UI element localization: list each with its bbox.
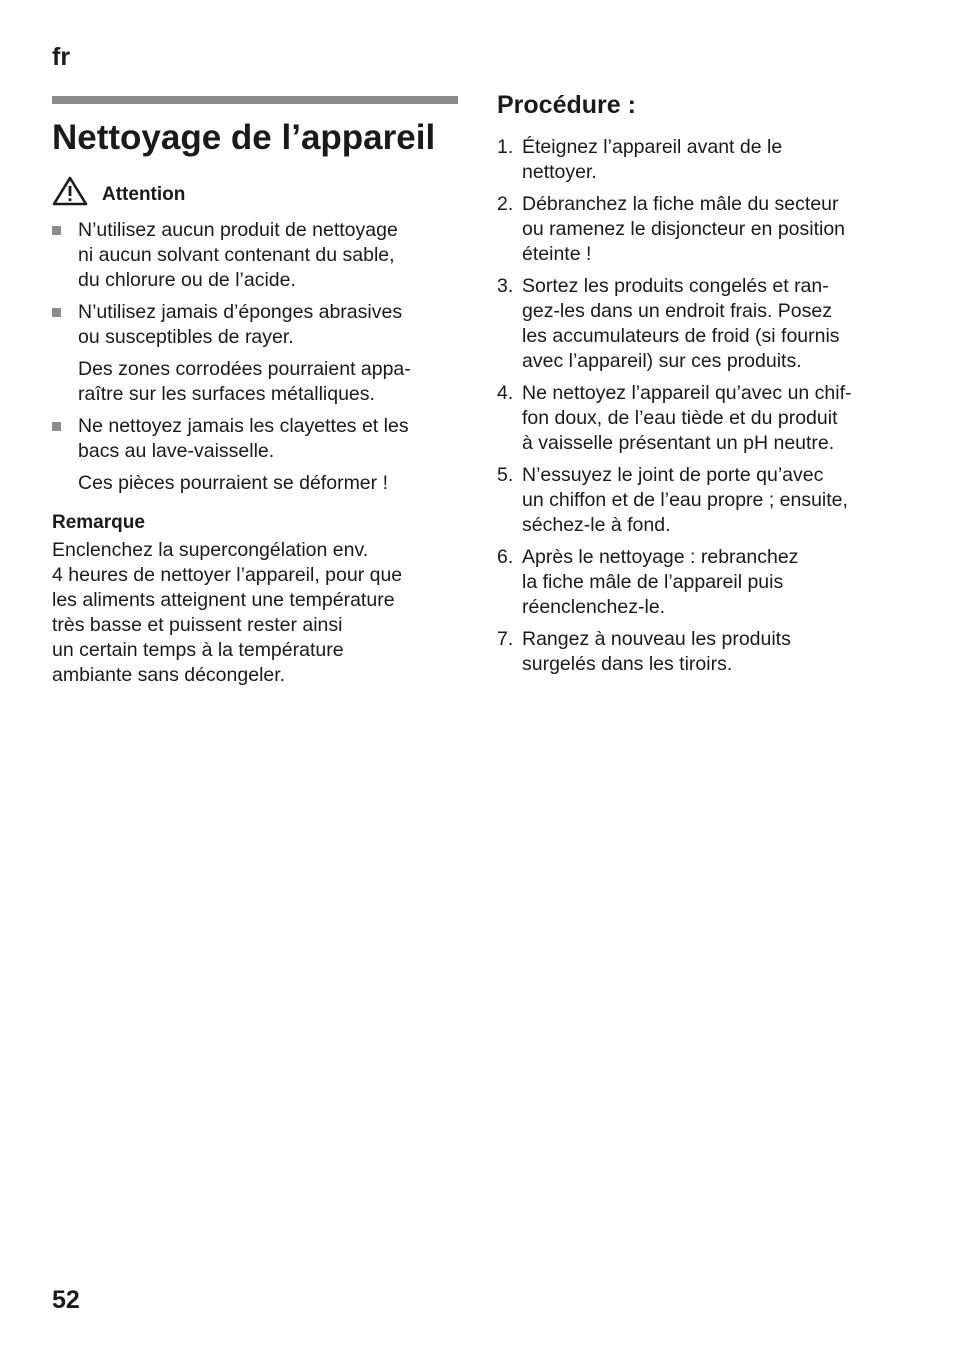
note-text: Enclenchez la supercongélation env. 4 heures de nettoyer l’appareil, pour que les aliments atteignent une température très basse et puissent rester ainsi un certain temps à la température ambiante sans décongeler. (52, 539, 403, 686)
square-bullet-icon (52, 226, 61, 235)
step-number: 2. (497, 193, 514, 215)
step-number: 3. (497, 275, 514, 297)
step-item: 5. N’essuyez le joint de porte qu’avec un chiffon et de l’eau propre ; ensuite, séchez-le à fond. (497, 464, 848, 536)
step-number: 7. (497, 628, 514, 650)
warning-list (52, 218, 459, 496)
step-number: 1. (497, 136, 514, 158)
right-column (497, 90, 907, 684)
attention-label: Attention (102, 184, 186, 205)
procedure-steps (497, 135, 907, 677)
list-item-detail: Ces pièces pourraient se déformer ! (78, 472, 388, 494)
list-item (52, 414, 459, 496)
step-item: 1. Éteignez l’appareil avant de le nettoyer. (497, 136, 783, 183)
list-item-text: Ne nettoyez jamais les clayettes et les bacs au lave-vaisselle. (78, 415, 409, 462)
note-label: Remarque (52, 512, 145, 533)
step-item: 4. Ne nettoyez l’appareil qu’avec un chif- fon doux, de l’eau tiède et du produit à vaisselle présentant un pH neutre. (497, 382, 852, 454)
procedure-title: Procédure : (497, 91, 636, 119)
page-number: 52 (52, 1286, 80, 1314)
section-rule (52, 96, 458, 104)
list-item-text: N’utilisez aucun produit de nettoyage ni aucun solvant contenant du sable, du chlorure ou de l’acide. (78, 219, 398, 291)
warning-triangle-icon (52, 176, 88, 206)
list-item-detail: Des zones corrodées pourraient appa- raître sur les surfaces métalliques. (78, 358, 411, 405)
step-number: 6. (497, 546, 514, 568)
list-item-text: N’utilisez jamais d’éponges abrasives ou susceptibles de rayer. (78, 301, 403, 348)
language-code: fr (52, 43, 71, 71)
step-number: 5. (497, 464, 514, 486)
step-item: 3. Sortez les produits congelés et ran- gez-les dans un endroit frais. Posez les accumulateurs de froid (si fournis avec l’appareil) sur ces produits. (497, 275, 840, 372)
square-bullet-icon (52, 308, 61, 317)
left-column (52, 96, 459, 688)
square-bullet-icon (52, 422, 61, 431)
list-item (52, 300, 459, 407)
step-item: 7. Rangez à nouveau les produits surgelés dans les tiroirs. (497, 628, 791, 675)
step-item: 2. Débranchez la fiche mâle du secteur ou ramenez le disjoncteur en position éteinte ! (497, 193, 846, 265)
step-number: 4. (497, 382, 514, 404)
attention-heading (52, 176, 459, 206)
list-item (52, 218, 459, 293)
step-item: 6. Après le nettoyage : rebranchez la fiche mâle de l’appareil puis réenclenchez-le. (497, 546, 799, 618)
section-title: Nettoyage de l’appareil (52, 118, 436, 157)
